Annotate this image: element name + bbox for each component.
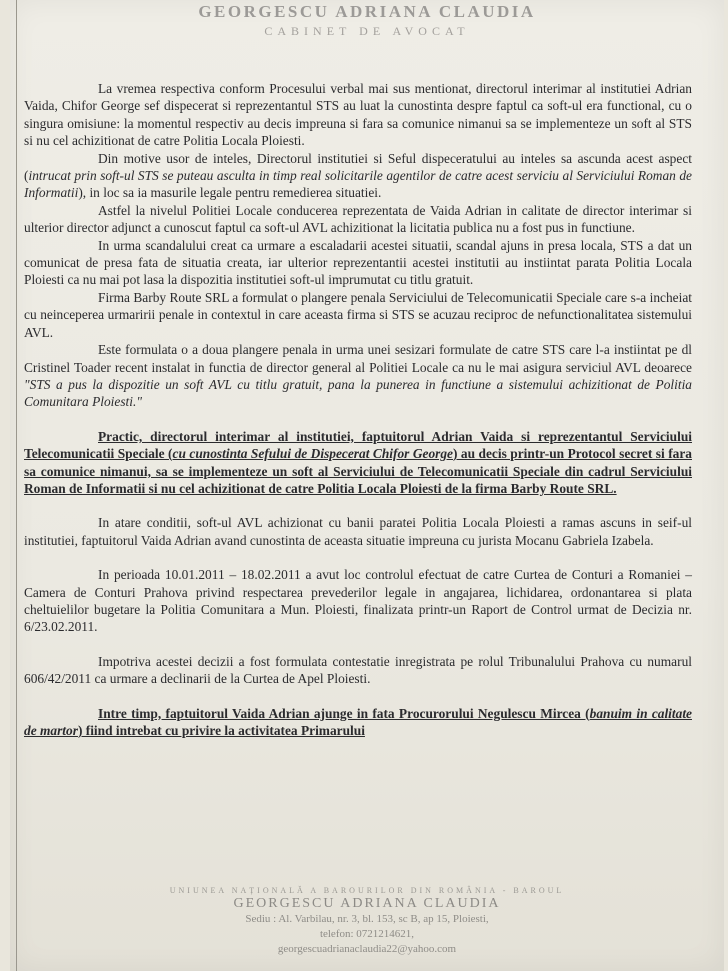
- document-body: [24, 80, 692, 739]
- paragraph-4: In urma scandalului creat ca urmare a escaladarii acestei situatii, scandal ajuns in presa locala, STS a dat un comunicat de presa fata de situatia creata, iar ulterior reprezentantii acestei institutii au instiintat parata Politia Locala Ploiesti ca nu mai pot lasa la dispozitia institutiei soft-ul imprumutat cu titlu gratuit.: [24, 237, 692, 288]
- paragraph-11-emphasis: Intre timp, faptuitorul Vaida Adrian ajunge in fata Procurorului Negulescu Mircea (banuim in calitate de martor) fiind intrebat cu privire la activitatea Primarului: [24, 705, 692, 738]
- paragraph-1: La vremea respectiva conform Procesului verbal mai sus mentionat, directorul interimar al institutiei Adrian Vaida, Chifor George sef dispecerat si reprezentantul STS au luat la cunostinta despre faptul ca soft-ul era functional, cu o singura omisiune: la momentul respectiv au decis impreuna si fara sa comunice nimanui sa se implementeze un soft al STS si nu cel achizitionat de catre Politia Locala Ploiesti.: [24, 81, 692, 149]
- paragraph-2: Din motive usor de inteles, Directorul institutiei si Seful dispeceratului au inteles sa ascunda acest aspect (intrucat prin soft-ul STS se puteau asculta in timp real solicitarile agentilor de catre acest serviciu al Serviciului Roman de Informatii), in loc sa ia masurile legale pentru remedierea situatiei.: [24, 150, 692, 201]
- footer-phone: telefon: 0721214621,: [319, 928, 415, 940]
- paragraph-3: Astfel la nivelul Politiei Locale conducerea reprezentata de Vaida Adrian in calitate de director interimar si ulterior director adjunct a cunoscut faptul ca soft-ul AVL achizitionat la licitatia publica nu a fost pus in functiune.: [24, 202, 692, 236]
- footer-address: Sediu : Al. Varbilau, nr. 3, bl. 153, sc B, ap 15, Ploiesti,: [245, 913, 489, 925]
- letterhead-name: GEORGESCU ADRIANA CLAUDIA: [198, 2, 536, 21]
- letterhead-subtitle: CABINET DE AVOCAT: [264, 24, 470, 38]
- paragraph-7-emphasis: Practic, directorul interimar al institutiei, faptuitorul Adrian Vaida si reprezentantul Serviciului Telecomunicatii Speciale (cu cunostinta Sefului de Dispecerat Chifor George) au decis printr-un Protocol secret si fara sa comunice nimanui, sa se implementeze un soft al Serviciului de Telecomunicatii Speciale din cadrul Serviciului Roman de Informatii si nu cel achizitionat de catre Politia Locala Ploiesti de la firma Barby Route SRL.: [24, 428, 692, 496]
- paragraph-9: In perioada 10.01.2011 – 18.02.2011 a avut loc controlul efectuat de catre Curtea de Conturi a Romaniei – Camera de Conturi Prahova privind respectarea prevederilor legale in angajarea, lichidarea, ordonantarea si plata cheltuielilor bugetare la Politia Comunitara a Mun. Ploiesti, finalizata printr-un Raport de Control urmat de Decizia nr. 6/23.02.2011.: [24, 567, 692, 635]
- paragraph-5: Firma Barby Route SRL a formulat o plangere penala Serviciului de Telecomunicatii Speciale care s-a incheiat cu neinceperea urmaririi penale in contextul in care aceasta firma si STS se acuzau reciproc de nefunctionalitatea sistemului AVL.: [24, 289, 692, 340]
- letterhead: [10, 2, 724, 39]
- footer-union: UNIUNEA NAȚIONALĂ A BAROURILOR DIN ROMÂNIA - BAROUL: [169, 886, 565, 895]
- paragraph-6: Este formulata o a doua plangere penala in urma unei sesizari formulate de catre STS care l-a instiintat pe dl Cristinel Toader recent instalat in functia de director general al Politiei Locale ca nu le mai asigura serviciul AVL deoarece "STS a pus la dispozitie un soft AVL cu titlu gratuit, pana la punerea in functiune a sistemului achizitionat de Politia Comunitara Ploiesti.": [24, 342, 692, 410]
- footer-email: georgescuadrianaclaudia22@yahoo.com: [277, 943, 457, 955]
- footer-name: GEORGESCU ADRIANA CLAUDIA: [233, 896, 501, 911]
- paragraph-10: Impotriva acestei decizii a fost formulata contestatie inregistrata pe rolul Tribunalului Prahova cu numarul 606/42/2011 ca urmare a declinarii de la Curtea de Apel Ploiesti.: [24, 653, 692, 687]
- paragraph-8: In atare conditii, soft-ul AVL achizionat cu banii paratei Politia Locala Ploiesti a ramas ascuns in seif-ul institutiei, faptuitorul Vaida Adrian avand cunostinta de aceasta situatie impreuna cu jurista Mocanu Gabriela Izabela.: [24, 515, 692, 548]
- document-page: [10, 0, 724, 971]
- letterhead-footer: [10, 886, 724, 957]
